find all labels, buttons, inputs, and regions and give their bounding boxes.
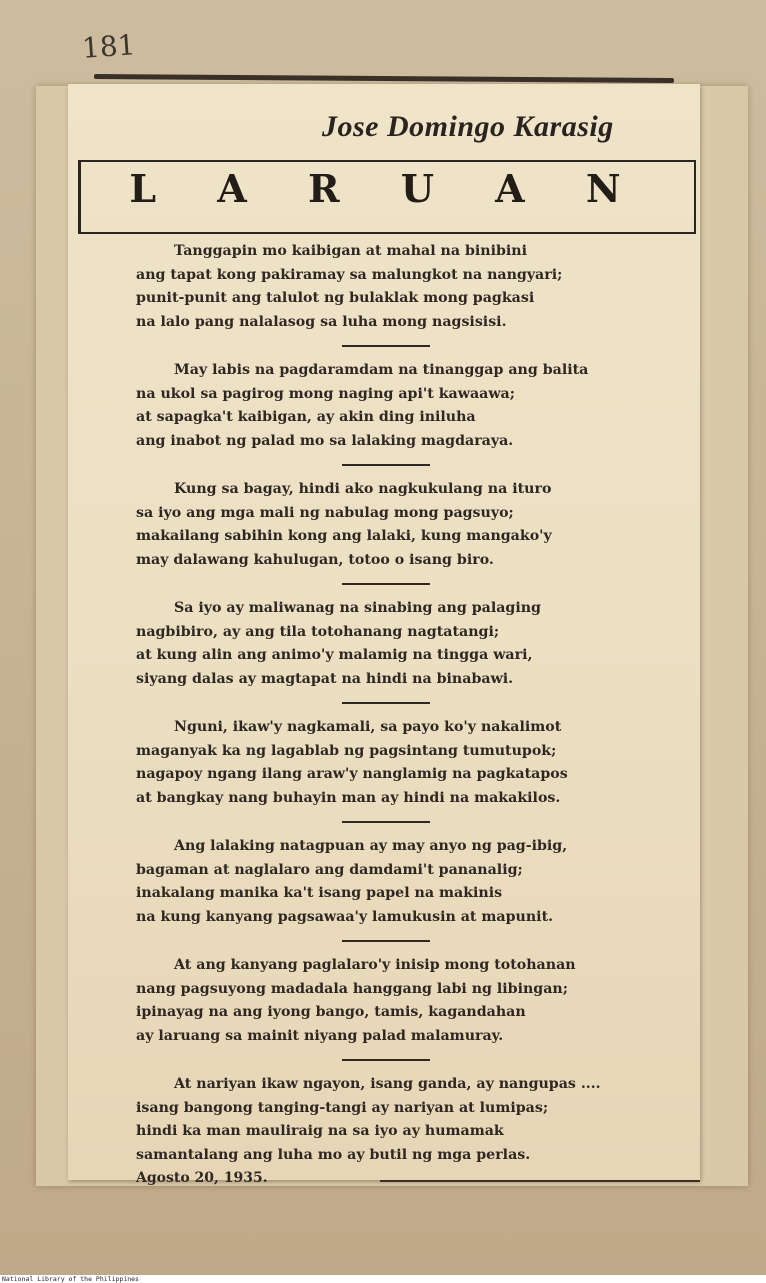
poem-line: inakalang manika ka't isang papel na makinis [136,885,503,901]
poem-line: ay laruang sa mainit niyang palad malamuray. [136,1027,504,1044]
poem-line: Kung sa bagay, hindi ako nagkukulang na ituro [174,481,552,497]
stanza-2 [136,359,666,453]
poem-line: at sapagka't kaibigan, ay akin ding iniluha [136,409,476,425]
poem-line: May labis na pagdaramdam na tinanggap ang balita [174,362,589,378]
library-credit: National Library of the Philippines [2,1275,139,1283]
poem-line: na ukol sa pagirog mong naging api't kawaawa; [136,385,515,402]
stanza-1 [136,240,666,334]
poem-line: Tanggapin mo kaibigan at mahal na binibini [174,243,528,259]
stanza-divider [342,821,430,823]
poem-line: may dalawang kahulugan, totoo o isang biro. [136,551,494,568]
stanza-8 [136,1073,666,1167]
poem-line: nagapoy ngang ilang araw'y nanglamig na pagkatapos [136,766,568,782]
stanza-divider [342,583,430,585]
poem-line: na kung kanyang pagsawaa'y lamukusin at mapunit. [136,908,554,925]
poem-line: ang inabot ng palad mo sa lalaking magdaraya. [136,432,514,449]
stanza-3 [136,478,666,572]
poem-date: Agosto 20, 1935. [136,1170,268,1186]
poem-line: hindi ka man mauliraig na sa iyo ay humamak [136,1123,504,1139]
stanza-6 [136,835,666,929]
author-name: Jose Domingo Karasig [322,110,614,143]
stanza-divider [342,1059,430,1061]
stanza-divider [342,345,430,347]
poem-line: At nariyan ikaw ngayon, isang ganda, ay nangupas .... [174,1076,601,1092]
stanza-divider [342,702,430,704]
poem-line: nagbibiro, ay ang tila totohanang nagtatangi; [136,623,500,640]
poem-line: Nguni, ikaw'y nagkamali, sa payo ko'y nakalimot [174,719,562,735]
poem-line: sa iyo ang mga mali ng nabulag mong pagsuyo; [136,504,514,521]
poem-line: siyang dalas ay magtapat na hindi na binabawi. [136,670,514,687]
poem-line: Sa iyo ay maliwanag na sinabing ang palaging [174,600,541,616]
poem-line: bagaman at naglalaro ang damdami't pananalig; [136,861,523,878]
poem-line: nang pagsuyong madadala hanggang labi ng libingan; [136,980,568,997]
poem-line: At ang kanyang paglalaro'y inisip mong totohanan [174,957,576,973]
poem-line: isang bangong tanging-tangi ay nariyan at lumipas; [136,1099,549,1116]
stanza-4 [136,597,666,691]
poem-line: samantalang ang luha mo ay butil ng mga perlas. [136,1146,531,1163]
poem-line: at bangkay nang buhayin man ay hindi na makakilos. [136,789,561,806]
poem-line: Ang lalaking natagpuan ay may anyo ng pag-ibig, [174,838,568,854]
poem-line: at kung alin ang animo'y malamig na tingga wari, [136,647,533,663]
poem-line: maganyak ka ng lagablab ng pagsintang tumutupok; [136,742,557,759]
page-number: 181 [80,28,137,65]
bottom-rule [380,1180,700,1182]
poem-title: L A R U A N [129,166,645,211]
stanza-divider [342,940,430,942]
poem-line: ang tapat kong pakiramay sa malungkot na nangyari; [136,266,563,283]
poem-line: na lalo pang nalalasog sa luha mong nagsisisi. [136,313,507,330]
stanza-divider [342,464,430,466]
stanza-7 [136,954,666,1048]
poem-line: punit-punit ang talulot ng bulaklak mong pagkasi [136,290,535,306]
poem-line: makailang sabihin kong ang lalaki, kung mangako'y [136,528,552,544]
poem-body [136,240,666,1190]
poem-line: ipinayag na ang iyong bango, tamis, kagandahan [136,1004,526,1020]
stanza-5 [136,716,666,810]
